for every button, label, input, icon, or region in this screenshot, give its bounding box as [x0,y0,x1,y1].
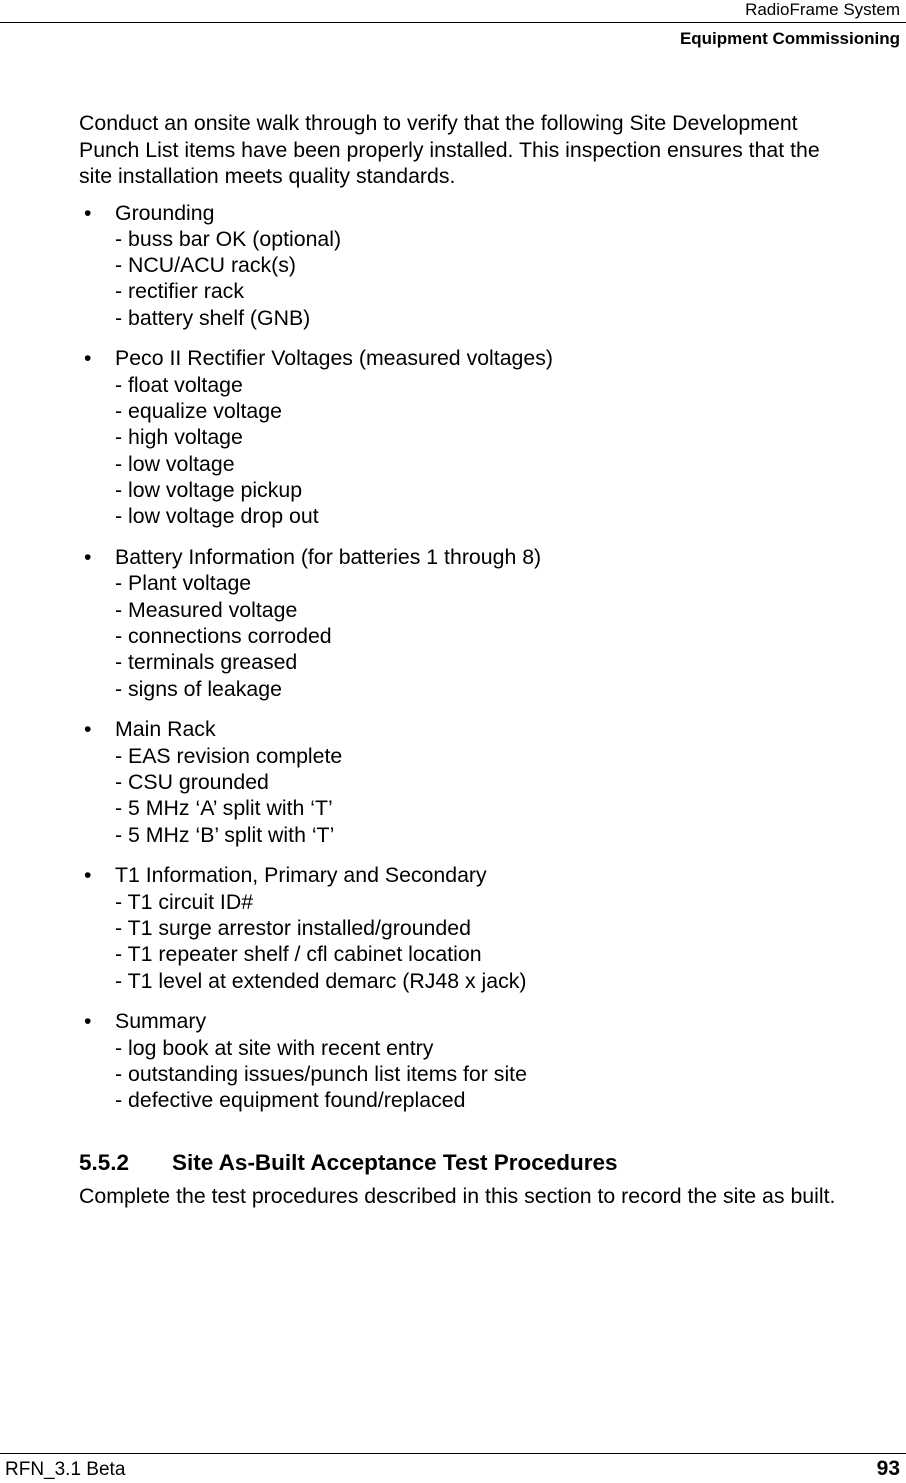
punch-list-item-t1-information [79,862,899,993]
punch-list-item-main-rack [79,716,899,847]
bullet-icon: • [84,863,92,888]
intro-line: Conduct an onsite walk through to verify that the following Site Development [79,111,798,135]
punch-list-subitem: - log book at site with recent entry [115,1035,434,1060]
page-number: 93 [876,1457,900,1480]
section-number: 5.5.2 [79,1149,130,1175]
bullet-icon: • [84,545,92,570]
punch-list [79,200,899,1114]
punch-list-subitem: - Plant voltage [115,571,252,596]
intro-line: Punch List items have been properly installed. This inspection ensures that the [79,137,820,162]
punch-list-subitem: - signs of leakage [115,676,282,701]
punch-list-subitem: - rectifier rack [115,279,244,304]
punch-list-subitem: - terminals greased [115,650,298,675]
punch-list-subitem: - buss bar OK (optional) [115,226,342,251]
punch-list-subitem: - NCU/ACU rack(s) [115,253,297,278]
document-version: RFN_3.1 Beta [5,1459,126,1480]
page-content [79,110,899,1210]
punch-list-item-title: T1 Information, Primary and Secondary [115,863,487,888]
punch-list-item-battery-information [79,544,899,702]
punch-list-subitem: - EAS revision complete [115,743,343,768]
punch-list-item-title: Peco II Rectifier Voltages (measured voltages) [115,346,553,371]
punch-list-subitem: - low voltage drop out [115,504,319,529]
punch-list-subitem: - low voltage [115,451,235,476]
punch-list-subitem: - defective equipment found/replaced [115,1088,466,1113]
intro-paragraph [79,110,899,190]
punch-list-item-rectifier-voltages [79,345,899,529]
punch-list-item-title: Battery Information (for batteries 1 through 8) [115,545,542,570]
punch-list-item-grounding [79,200,899,331]
punch-list-subitem: - 5 MHz ‘A’ split with ‘T’ [115,796,333,821]
section-title: Site As-Built Acceptance Test Procedures [172,1149,618,1175]
punch-list-subitem: - battery shelf (GNB) [115,305,311,330]
punch-list-subitem: - 5 MHz ‘B’ split with ‘T’ [115,822,335,847]
header-divider [0,22,906,23]
footer-divider [0,1453,906,1454]
punch-list-subitem: - outstanding issues/punch list items for site [115,1061,527,1086]
punch-list-subitem: - T1 surge arrestor installed/grounded [115,915,471,940]
punch-list-subitem: - Measured voltage [115,597,298,622]
bullet-icon: • [84,200,92,225]
section-paragraph: Complete the test procedures described in this section to record the site as built. [79,1183,836,1208]
intro-line: site installation meets quality standards. [79,164,456,188]
punch-list-item-summary [79,1008,899,1113]
bullet-icon: • [84,346,92,371]
punch-list-subitem: - low voltage pickup [115,477,303,502]
header-title: RadioFrame System [745,0,900,19]
section-heading [79,1148,899,1178]
header-subtitle: Equipment Commissioning [679,29,900,48]
punch-list-item-title: Grounding [115,200,215,225]
bullet-icon: • [84,717,92,742]
punch-list-subitem: - high voltage [115,425,243,450]
punch-list-subitem: - CSU grounded [115,769,269,794]
punch-list-subitem: - T1 level at extended demarc (RJ48 x jack) [115,968,527,993]
punch-list-subitem: - T1 repeater shelf / cfl cabinet location [115,942,482,967]
punch-list-subitem: - float voltage [115,372,243,397]
punch-list-subitem: - T1 circuit ID# [115,889,254,914]
bullet-icon: • [84,1009,92,1034]
punch-list-item-title: Summary [115,1009,207,1034]
punch-list-subitem: - connections corroded [115,623,332,648]
punch-list-subitem: - equalize voltage [115,399,282,424]
punch-list-item-title: Main Rack [115,717,216,742]
